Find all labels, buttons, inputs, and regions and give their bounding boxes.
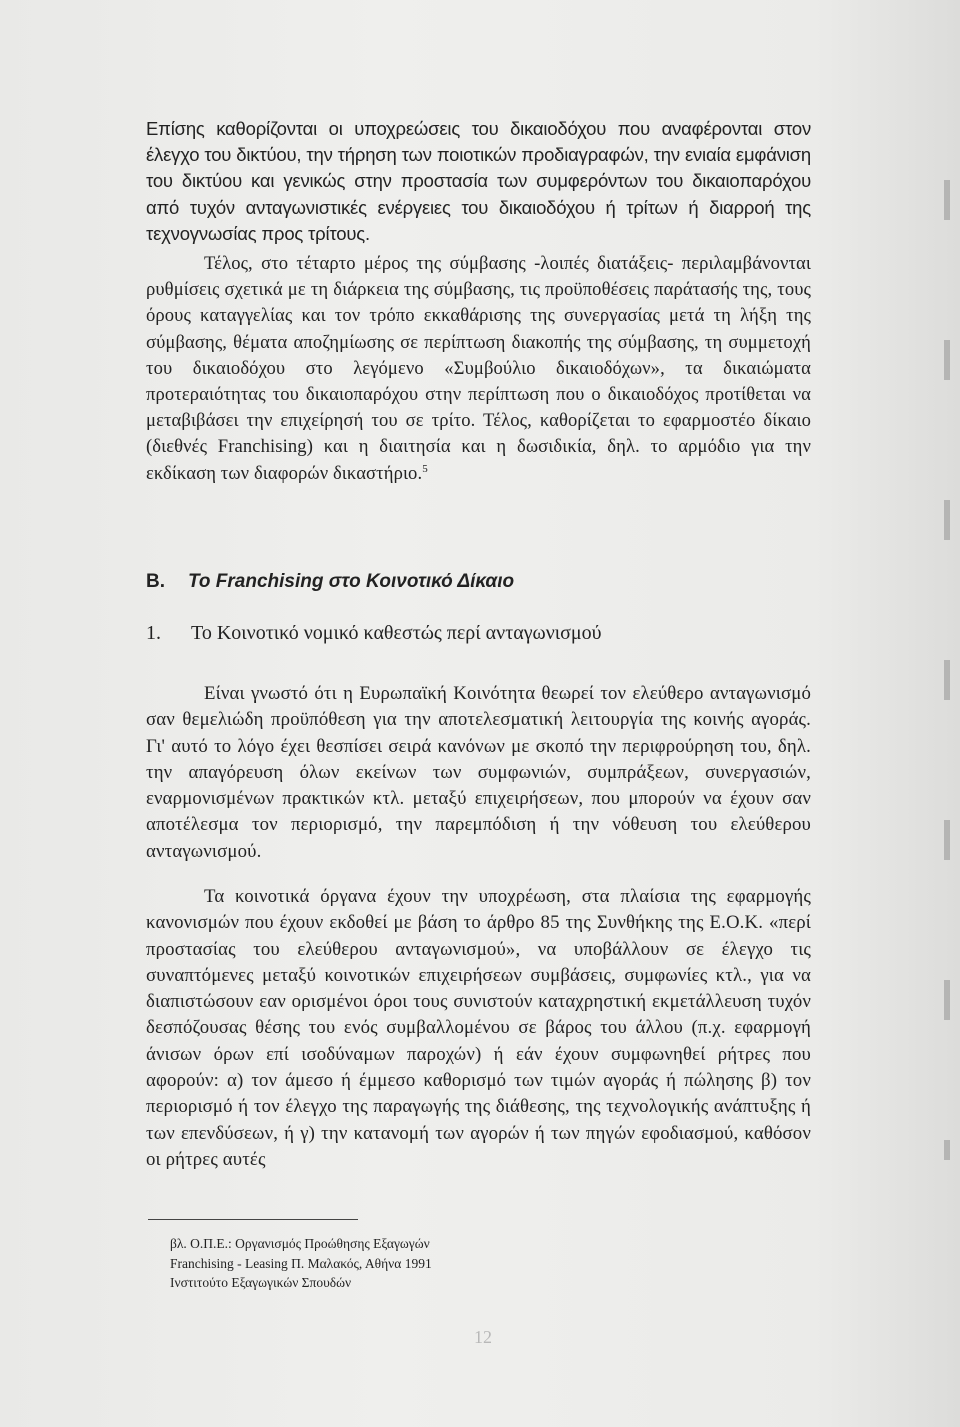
footnote-divider — [148, 1219, 358, 1220]
footnote-line: βλ. Ο.Π.Ε.: Οργανισμός Προώθησης Εξαγωγών — [170, 1236, 430, 1251]
page-number: 12 — [474, 1327, 492, 1347]
section-title: Το Franchising στο Κοινοτικό Δίκαιο — [188, 571, 515, 592]
paragraph-fourth-part-text: Τέλος, στο τέταρτο μέρος της σύμβασης -λοιπές διατάξεις- περιλαμβάνονται ρυθμίσεις σχετικά με τη διάρκεια της σύμβασης, τις προϋποθέσεις παράτασής της, τους όρους καταγγελίας και τον τρόπο εκκαθάρισης της συνεργασίας μετά τη λήξη της σύμβασης, θέματα αποζημίωσης σε περίπτωση διακοπής της σύμβασης, τη συμμετοχή του δικαιοδόχου στο λεγόμενο «Συμβούλιο δικαιοδόχων», τα δικαιώματα προτεραιότητας του δικαιοπαρόχου στην περίπτωση που ο δικαιοδόχος προτίθεται να μεταβιβάσει την επιχείρησή του σε τρίτο. Τέλος, καθορίζεται το εφαρμοστέο δίκαιο (διεθνές Franchising) και η διαιτησία και η δωσιδικία, δηλ. το αρμόδιο για την εκδίκαση των διαφορών δικαστήριο. — [146, 253, 811, 484]
paragraph-community-bodies: Τα κοινοτικά όργανα έχουν την υποχρέωση, στα πλαίσια της εφαρμογής κανονισμών που έχουν εκδοθεί με βάση το άρθρο 85 της Συνθήκης της Ε.Ο.Κ. «περί προστασίας του ελεύθερου ανταγωνισμού», να υποβάλλουν σε έλεγχο τις συναπτόμενες μεταξύ κοινοτικών επιχειρήσεων συμβάσεις, συμφωνίες κτλ., για να διαπιστώσουν εαν ορισμένοι όροι τους συνιστούν καταχρηστική εκμετάλλευση τυχόν δεσπόζουσας θέσης του ενός συμβαλλομένου σε βάρος του άλλου (π.χ. εφαρμογή άνισων όρων επί ισοδύναμων παροχών) ή εάν έχουν συμφωνηθεί ρήτρες που αφορούν: α) τον άμεσο ή έμμεσο καθορισμό των τιμών αγοράς ή πώλησης β) τον περιορισμό ή τον έλεγχο της παραγωγής της διάθεσης, της τεχνολογικής ανάπτυξης ή των επενδύσεων, ή γ) την κατανομή των αγορών ή των πηγών εφοδιασμού, καθόσον οι ρήτρες αυτές — [146, 886, 811, 1170]
footnote-reference: 5 — [422, 462, 428, 475]
footnotes — [170, 1234, 670, 1293]
subsection-number: 1. — [146, 622, 161, 644]
section-label: Β. — [146, 571, 165, 592]
paragraph-obligations: Επίσης καθορίζονται οι υποχρεώσεις του δικαιοδόχου που αναφέρονται στον έλεγχο του δικτύου, την τήρηση των ποιοτικών προδιαγραφών, την ενιαία εμφάνιση του δικτύου και γενικώς στην προστασία των συμφερόντων του δικαιοπαρόχου από τυχόν ανταγωνιστικές ενέργειες του δικαιοδόχου ή τρίτων ή διαρροή της τεχνογνωσίας προς τρίτους. — [146, 118, 811, 244]
footnote-line: Franchising - Leasing Π. Μαλακός, Αθήνα 1991 — [170, 1255, 432, 1271]
footnote-line: Ινστιτούτο Εξαγωγικών Σπουδών — [170, 1275, 352, 1290]
scan-edge-shadow — [944, 60, 950, 1160]
subsection-heading — [146, 622, 602, 645]
paragraph-fourth-part — [146, 251, 811, 487]
section-heading — [146, 571, 514, 593]
subsection-title: Το Κοινοτικό νομικό καθεστώς περί ανταγωνισμού — [191, 622, 602, 644]
paragraph-free-competition: Είναι γνωστό ότι η Ευρωπαϊκή Κοινότητα θεωρεί τον ελεύθερο ανταγωνισμό σαν θεμελιώδη προϋπόθεση για την αποτελεσματική λειτουργία της κοινής αγοράς. Γι' αυτό το λόγο έχει θεσπίσει σειρά κανόνων με σκοπό την περιφρούρηση του, δηλ. την απαγόρευση όλων εκείνων των συμφωνιών, συμπράξεων, συνεργασιών, εναρμονισμένων πρακτικών κτλ. μεταξύ επιχειρήσεων, που μπορούν να έχουν σαν αποτέλεσμα τον περιορισμό, την παρεμπόδιση ή την νόθευση του ελεύθερου ανταγωνισμού. — [146, 683, 811, 862]
